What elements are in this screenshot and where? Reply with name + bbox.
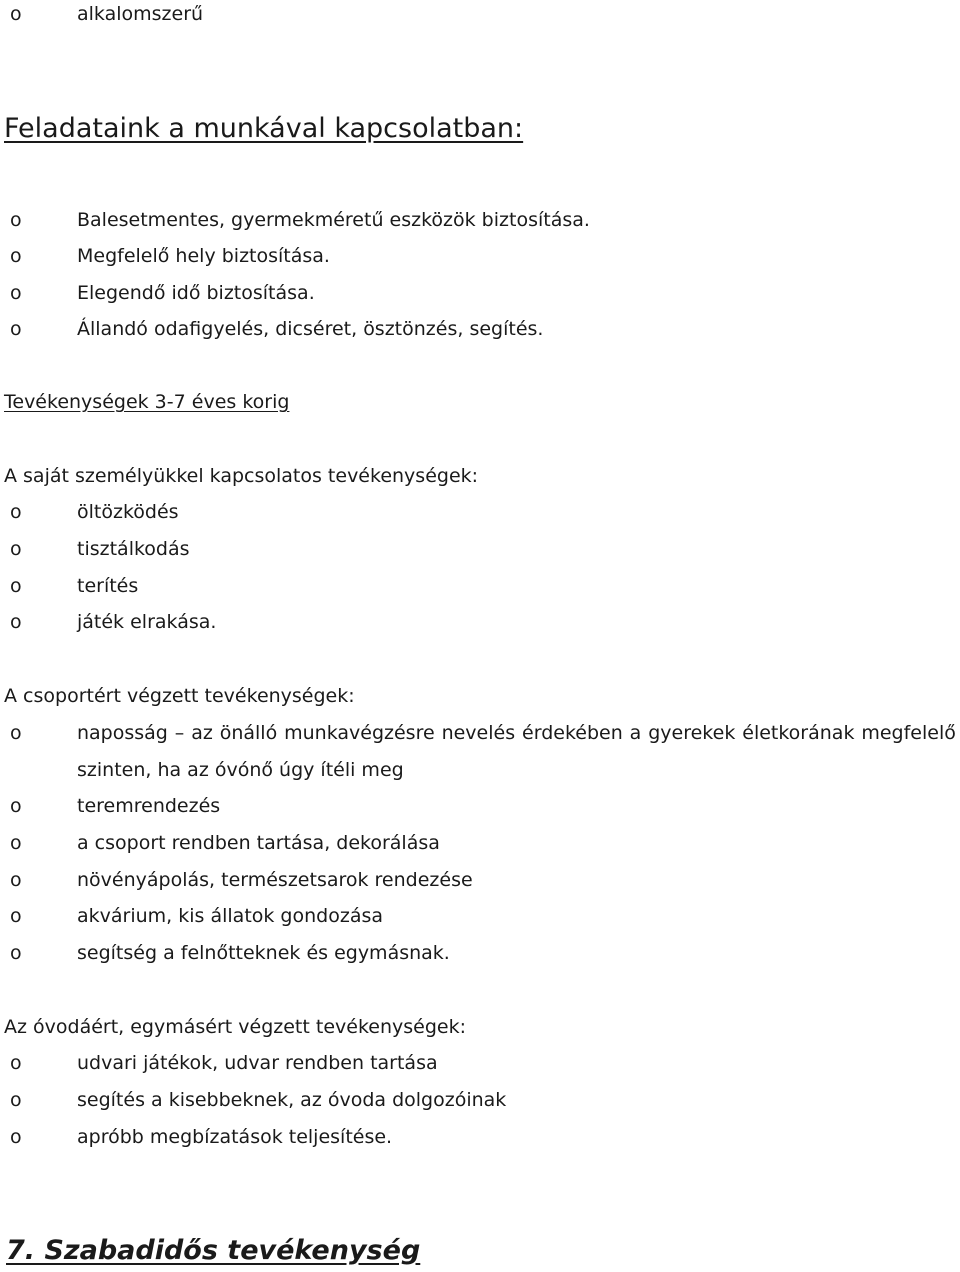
- group-section-title: A csoportért végzett tevékenységek:: [4, 685, 355, 707]
- word: munkavégzésre: [284, 722, 435, 744]
- bullet: o: [10, 1126, 22, 1148]
- list-item-text: növényápolás, természetsarok rendezése: [77, 869, 473, 891]
- kindergarten-section-title: Az óvodáért, egymásért végzett tevékenységek:: [4, 1016, 466, 1038]
- bullet: o: [10, 1052, 22, 1074]
- bullet: o: [10, 575, 22, 597]
- bullet: o: [10, 722, 22, 744]
- list-item-text: udvari játékok, udvar rendben tartása: [77, 1052, 438, 1074]
- bullet: o: [10, 832, 22, 854]
- list-item-text: Megfelelő hely biztosítása.: [77, 245, 330, 267]
- self-section-title: A saját személyükkel kapcsolatos tevékenységek:: [4, 465, 479, 487]
- list-item-text: akvárium, kis állatok gondozása: [77, 905, 384, 927]
- justified-first-line: [77, 721, 956, 745]
- bullet: o: [10, 501, 22, 523]
- word: életkorának: [742, 722, 855, 744]
- bullet: o: [10, 1089, 22, 1111]
- list-item-text: Állandó odafigyelés, dicséret, ösztönzés, segítés.: [77, 318, 544, 340]
- bullet: o: [10, 869, 22, 891]
- chapter-heading: 7. Szabadidős tevékenység: [6, 1235, 421, 1266]
- list-item-text: terítés: [77, 575, 139, 597]
- bullet: o: [10, 3, 22, 25]
- bullet: o: [10, 795, 22, 817]
- word: a: [629, 722, 642, 744]
- bullet: o: [10, 942, 22, 964]
- list-item-text: szinten, ha az óvónő úgy ítéli meg: [77, 759, 404, 781]
- list-item-text: a csoport rendben tartása, dekorálása: [77, 832, 440, 854]
- bullet: o: [10, 538, 22, 560]
- list-item-text: Balesetmentes, gyermekméretű eszközök biztosítása.: [77, 209, 590, 231]
- bullet: o: [10, 318, 22, 340]
- word: nevelés: [441, 722, 516, 744]
- bullet: o: [10, 905, 22, 927]
- bullet: o: [10, 611, 22, 633]
- list-item-text: apróbb megbízatások teljesítése.: [77, 1126, 393, 1148]
- list-item-text: segítés a kisebbeknek, az óvoda dolgozóinak: [77, 1089, 507, 1111]
- activities-title: Tevékenységek 3-7 éves korig: [4, 391, 290, 413]
- bullet: o: [10, 245, 22, 267]
- bullet: o: [10, 282, 22, 304]
- word: megfelelő: [861, 722, 956, 744]
- word: önálló: [219, 722, 278, 744]
- list-item-text: öltözködés: [77, 501, 179, 523]
- word: gyerekek: [648, 722, 736, 744]
- word: érdekében: [522, 722, 623, 744]
- word: naposság: [77, 722, 168, 744]
- list-item-text: teremrendezés: [77, 795, 221, 817]
- bullet: o: [10, 209, 22, 231]
- list-item-text: játék elrakása.: [77, 611, 217, 633]
- list-item-text: tisztálkodás: [77, 538, 190, 560]
- list-item-text: Elegendő idő biztosítása.: [77, 282, 315, 304]
- word: az: [191, 722, 213, 744]
- word: –: [174, 722, 185, 744]
- section-heading: Feladataink a munkával kapcsolatban:: [4, 113, 524, 144]
- list-item-text: alkalomszerű: [77, 3, 204, 25]
- list-item-text: segítség a felnőtteknek és egymásnak.: [77, 942, 450, 964]
